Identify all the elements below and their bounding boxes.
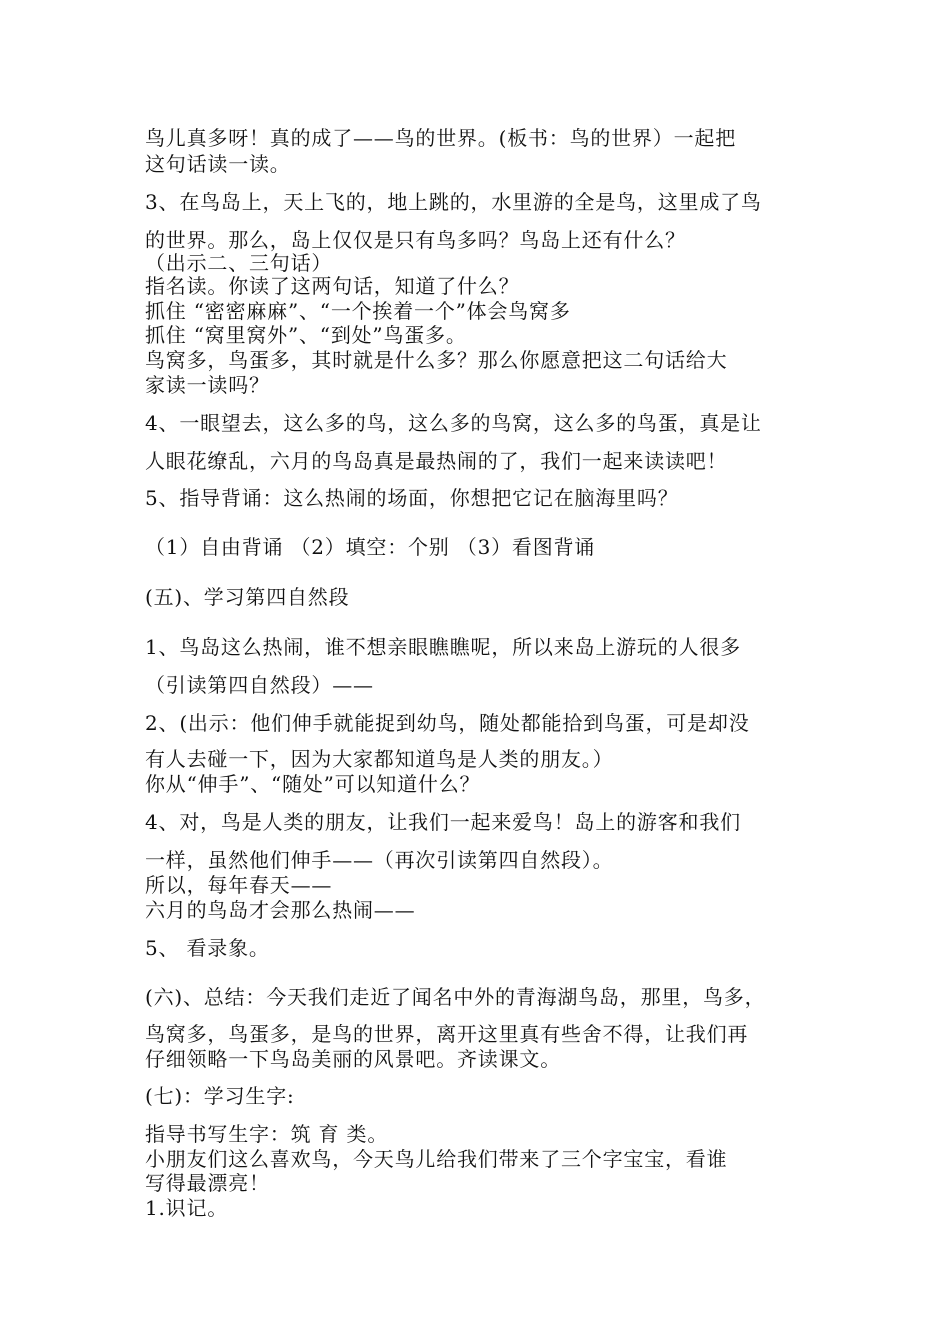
text-line: 鸟窝多，鸟蛋多，是鸟的世界，离开这里真有些舍不得，让我们再	[145, 1022, 749, 1046]
text-line: 指名读。你读了这两句话，知道了什么？	[145, 274, 520, 298]
text-line: 抓住 “窝里窝外”、“到处”鸟蛋多。	[145, 323, 467, 347]
text-line: 4、对，鸟是人类的朋友，让我们一起来爱鸟！岛上的游客和我们	[145, 810, 741, 834]
text-line: （1）自由背诵 （2）填空：个别 （3）看图背诵	[145, 535, 596, 559]
text-line: 家读一读吗？	[145, 373, 270, 397]
text-line: 3、在鸟岛上，天上飞的，地上跳的，水里游的全是鸟，这里成了鸟	[145, 190, 762, 214]
text-line: 2、(出示：他们伸手就能捉到幼鸟，随处都能拾到鸟蛋，可是却没	[145, 711, 750, 735]
text-line: 5、指导背诵：这么热闹的场面，你想把它记在脑海里吗？	[145, 486, 679, 510]
text-line: 1.识记。	[145, 1196, 229, 1220]
section-heading: (五)、学习第四自然段	[145, 585, 350, 609]
text-line: 你从“伸手”、“随处”可以知道什么？	[145, 772, 481, 796]
text-line: 仔细领略一下鸟岛美丽的风景吧。齐读课文。	[145, 1047, 561, 1071]
text-line: 写得最漂亮！	[145, 1171, 270, 1195]
text-line: 小朋友们这么喜欢鸟，今天鸟儿给我们带来了三个字宝宝，看谁	[145, 1147, 728, 1171]
text-line: 鸟儿真多呀！真的成了——鸟的世界。(板书：鸟的世界）一起把	[145, 126, 737, 150]
text-line: 1、鸟岛这么热闹，谁不想亲眼瞧瞧呢，所以来岛上游玩的人很多	[145, 635, 741, 659]
section-heading: (六)、总结：今天我们走近了闻名中外的青海湖鸟岛，那里，鸟多，	[145, 985, 766, 1009]
text-line: 4、一眼望去，这么多的鸟，这么多的鸟窝，这么多的鸟蛋，真是让	[145, 411, 762, 435]
text-line: 有人去碰一下，因为大家都知道鸟是人类的朋友。）	[145, 747, 614, 771]
text-line: 5、 看录象。	[145, 936, 270, 960]
text-line: 这句话读一读。	[145, 152, 291, 176]
text-line: 鸟窝多，鸟蛋多，其时就是什么多？那么你愿意把这二句话给大	[145, 348, 728, 372]
text-line: 一样，虽然他们伸手——（再次引读第四自然段）。	[145, 848, 614, 872]
text-line: （出示二、三句话）	[145, 251, 333, 275]
text-line: 的世界。那么，岛上仅仅是只有鸟多吗？鸟岛上还有什么？	[145, 228, 686, 252]
text-line: 所以，每年春天——	[145, 873, 333, 897]
text-line: 人眼花缭乱，六月的鸟岛真是最热闹的了，我们一起来读读吧！	[145, 449, 728, 473]
text-line: 抓住 “密密麻麻”、“一个挨着一个”体会鸟窝多	[145, 299, 571, 323]
text-line: 指导书写生字：筑 育 类。	[145, 1122, 389, 1146]
section-heading: (七)：学习生字:	[145, 1084, 295, 1108]
text-line: 六月的鸟岛才会那么热闹——	[145, 898, 416, 922]
text-line: （引读第四自然段）——	[145, 673, 374, 697]
